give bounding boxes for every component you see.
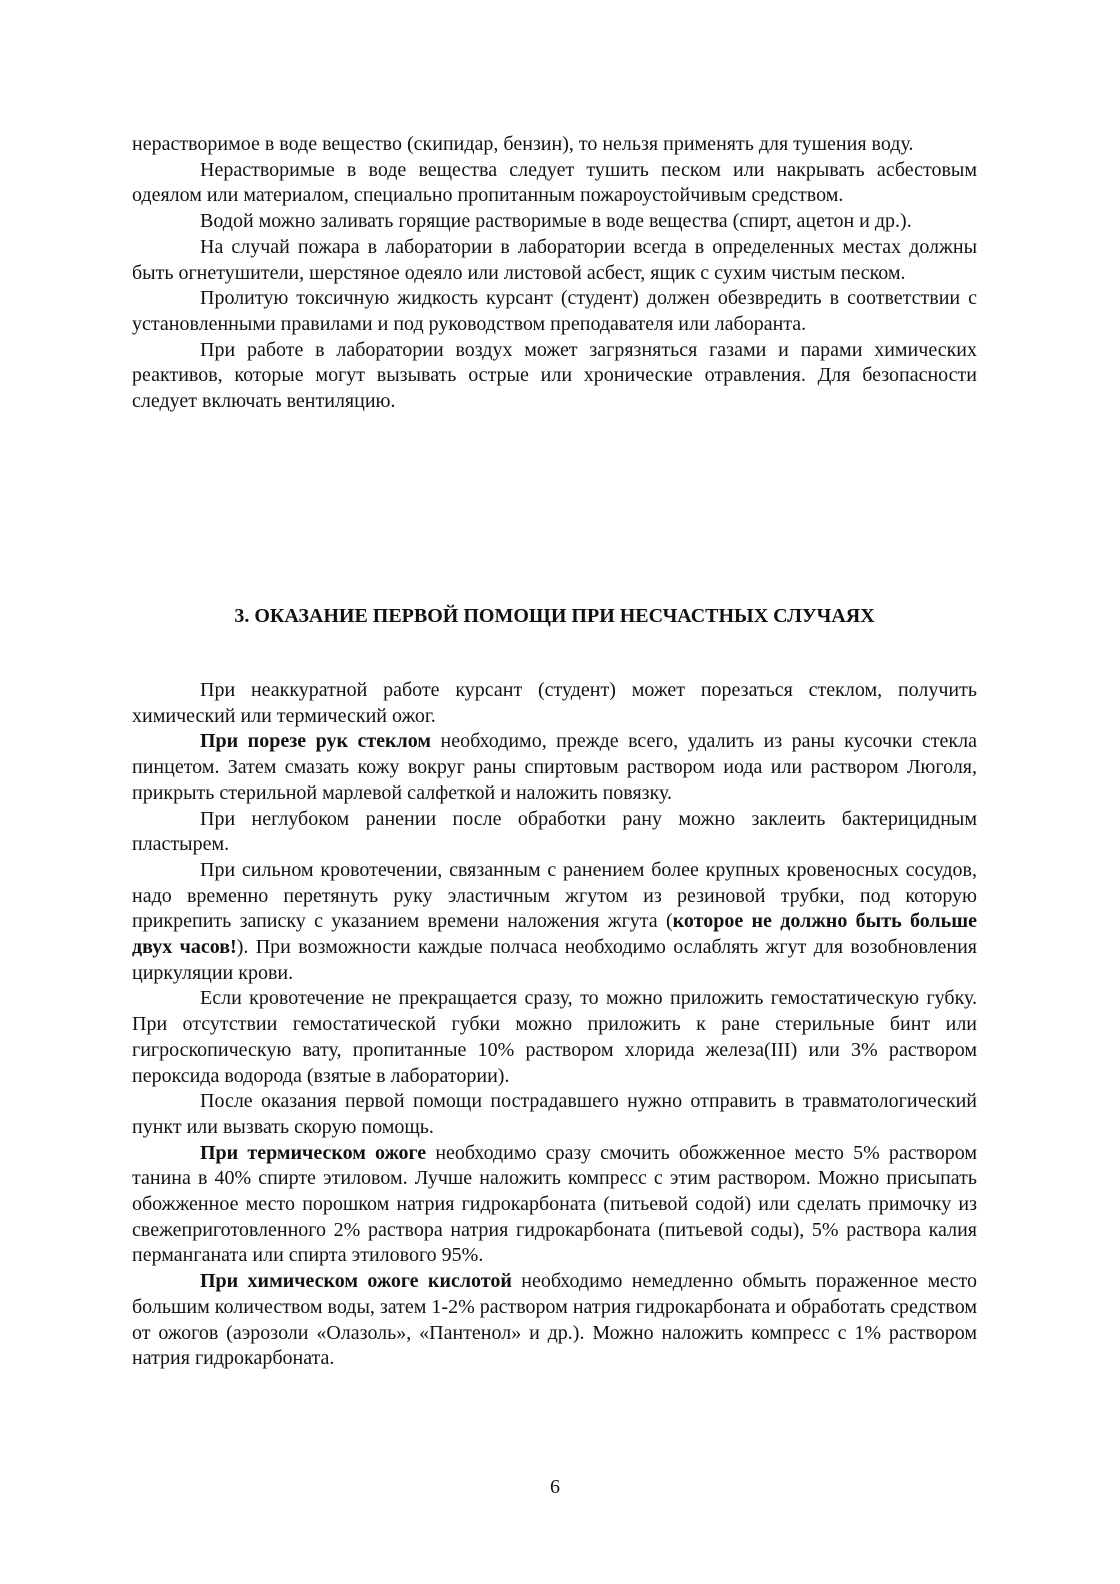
paragraph-thermal-burn — [132, 1141, 977, 1270]
bold-lead: При термическом ожоге — [200, 1141, 427, 1164]
paragraph: После оказания первой помощи пострадавшего нужно отправить в травматологический пункт или вызвать скорую помощь. — [132, 1090, 977, 1138]
paragraph-continuation: нерастворимое в воде вещество (скипидар, бензин), то нельзя применять для тушения воду. — [132, 133, 914, 155]
paragraph: На случай пожара в лаборатории в лаборатории всегда в определенных местах должны быть огнетушители, шерстяное одеяло или листовой асбест, ящик с сухим чистым песком. — [132, 235, 977, 284]
section-heading: 3. ОКАЗАНИЕ ПЕРВОЙ ПОМОЩИ ПРИ НЕСЧАСТНЫХ СЛУЧАЯХ — [234, 605, 875, 627]
paragraph: Пролитую токсичную жидкость курсант (студент) должен обезвредить в соответствии с установленными правилами и под руководством преподавателя или лаборанта. — [132, 287, 977, 335]
paragraph-text: необходимо, прежде всего, удалить из раны кусочки стекла пинцетом. Затем смазать кожу вокруг раны спиртовым раствором иода или раствором Люголя, прикрыть стерильной марлевой салфеткой и наложить повязку. — [132, 730, 977, 804]
paragraph-text: необходимо немедленно обмыть пораженное место большим количеством воды, затем 1-2% раствором натрия гидрокарбоната и обработать средством от ожогов (аэрозоли «Олазоль», «Пантенол» и др.). Можно наложить компресс с 1% раствором натрия гидрокарбоната. — [132, 1270, 977, 1370]
paragraph-cuts — [132, 729, 977, 806]
paragraph: Нерастворимые в воде вещества следует тушить песком или накрывать асбестовым одеялом или материалом, специально пропитанным пожароустойчивым средством. — [132, 158, 977, 207]
paragraph: При работе в лаборатории воздух может загрязняться газами и парами химических реактивов, которые могут вызывать острые или хронические отравления. Для безопасности следует включать вентиляцию. — [132, 338, 977, 413]
paragraph-bleeding — [132, 858, 977, 987]
paragraph-text: При сильном кровотечении, связанным с ранением более крупных кровеносных сосудов, надо временно перетянуть руку эластичным жгутом из резиновой трубки, под которую прикрепить записку с указанием времени наложения жгута ( — [132, 858, 977, 933]
first-aid-text — [132, 678, 977, 1372]
fire-safety-text — [132, 132, 977, 415]
paragraph-text: ). При возможности каждые полчаса необходимо ослаблять жгут для возобновления циркуляции крови. — [132, 936, 977, 984]
paragraph-chemical-burn — [132, 1269, 977, 1372]
bold-lead: При порезе рук стеклом — [200, 730, 432, 753]
page-number: 6 — [550, 1476, 560, 1498]
paragraph-text: необходимо сразу смочить обожженное место 5% раствором танина в 40% спирте этиловом. Лучше наложить компресс с этим раствором. Можно присыпать обожженное место порошком натрия гидрокарбоната (питьевой содой) или сделать примочку из свежеприготовленного 2% раствора натрия гидрокарбоната (питьевой соды), 5% раствора калия перманганата или спирта этилового 95%. — [132, 1141, 977, 1267]
paragraph: Если кровотечение не прекращается сразу, то можно приложить гемостатическую губку. При отсутствии гемостатической губки можно приложить к ране стерильные бинт или гигроскопическую вату, пропитанные 10% раствором хлорида железа(III) или 3% раствором пероксида водорода (взятые в лаборатории). — [132, 987, 977, 1087]
paragraph: При неаккуратной работе курсант (студент) может порезаться стеклом, получить химический или термический ожог. — [132, 679, 977, 727]
bold-warning: которое не должно быть больше двух часов! — [132, 910, 977, 959]
paragraph: При неглубоком ранении после обработки рану можно заклеить бактерицидным пластырем. — [132, 807, 977, 856]
paragraph: Водой можно заливать горящие растворимые в воде вещества (спирт, ацетон и др.). — [200, 210, 912, 233]
bold-lead: При химическом ожоге кислотой — [200, 1270, 512, 1293]
